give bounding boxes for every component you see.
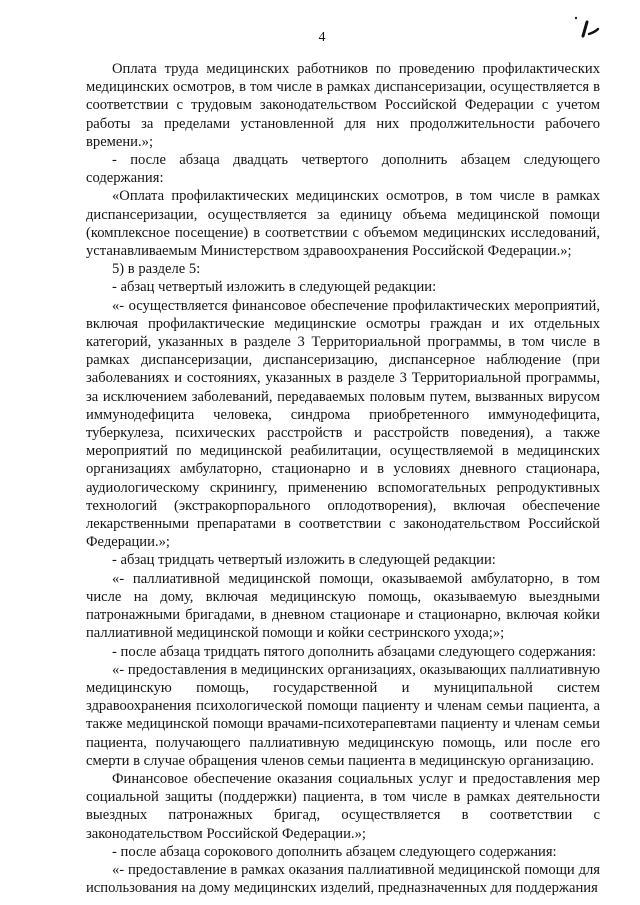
paragraph: - после абзаца двадцать четвертого дополнить абзацем следующего содержания:	[86, 152, 600, 187]
paragraph: 5) в разделе 5:	[112, 261, 201, 278]
paragraph: Оплата труда медицинских работников по проведению профилактических медицинских осмотров, в том числе в рамках диспансеризации, осуществляется в соответствии с трудовым законодательством Российской Федерации с учетом работы за пределами установленной для них продолжительности рабочего времени.»;	[86, 61, 600, 150]
paragraph: «- предоставления в медицинских организациях, оказывающих паллиативную медицинскую помощь, государственной и муниципальной систем здравоохранения психологической помощи пациенту и членам семьи пациента, а также медицинской помощи врачами-психотерапевтами пациенту и членам семьи пациента, получающего паллиативную медицинскую помощь, или после его смерти в случае обращения членов семьи пациента в медицинскую организацию.	[86, 661, 600, 769]
paragraph: - абзац тридцать четвертый изложить в следующей редакции:	[112, 552, 496, 569]
page-number: 4	[318, 30, 326, 45]
document-text	[86, 60, 600, 897]
paragraph: «- осуществляется финансовое обеспечение профилактических мероприятий, включая профилактические медицинские осмотры граждан и их отдельных категорий, указанных в разделе 3 Территориальной программы, в том числе в рамках диспансеризации, диспансеризацию, диспансерное наблюдение (при заболеваниях и состояниях, указанных в разделе 3 Территориальной программы, за исключением заболеваний, передаваемых половым путем, вызванных вирусом иммунодефицита человека, синдрома приобретенного иммунодефицита, туберкулеза, психических расстройств и расстройств поведения), а также мероприятий по медицинской реабилитации, осуществляемой в медицинских организациях амбулаторно, стационарно и в условиях дневного стационара, аудиологическому скринингу, применению вспомогательных репродуктивных технологий (экстракорпорального оплодотворения), включая обеспечение лекарственными препаратами в соответствии с законодательством Российской Федерации.»;	[86, 297, 600, 551]
paragraph: Финансовое обеспечение оказания социальных услуг и предоставления мер социальной защиты (поддержки) пациента, в том числе в рамках деятельности выездных патронажных бригад, осуществляется в соответствии с законодательством Российской Федерации.»;	[86, 770, 600, 842]
paragraph: - после абзаца тридцать пятого дополнить абзацами следующего содержания:	[112, 643, 596, 660]
handwritten-mark	[570, 14, 600, 44]
paragraph: «Оплата профилактических медицинских осмотров, в том числе в рамках диспансеризации, осуществляется за единицу объема медицинской помощи (комплексное посещение) в соответствии с объемом медицинских исследований, устанавливаемым Министерством здравоохранения Российской Федерации.»;	[86, 188, 600, 260]
paragraph: - абзац четвертый изложить в следующей редакции:	[112, 279, 437, 296]
paragraph: «- паллиативной медицинской помощи, оказываемой амбулаторно, в том числе на дому, включая медицинскую помощь, оказываемую выездными патронажными бригадами, в дневном стационаре и стационарно, включая койки паллиативной медицинской помощи и койки сестринского ухода;»;	[86, 570, 600, 642]
paragraph: «- предоставление в рамках оказания паллиативной медицинской помощи для использования на дому медицинских изделий, предназначенных для поддержания	[86, 861, 600, 897]
paragraph: - после абзаца сорокового дополнить абзацем следующего содержания:	[112, 843, 557, 860]
